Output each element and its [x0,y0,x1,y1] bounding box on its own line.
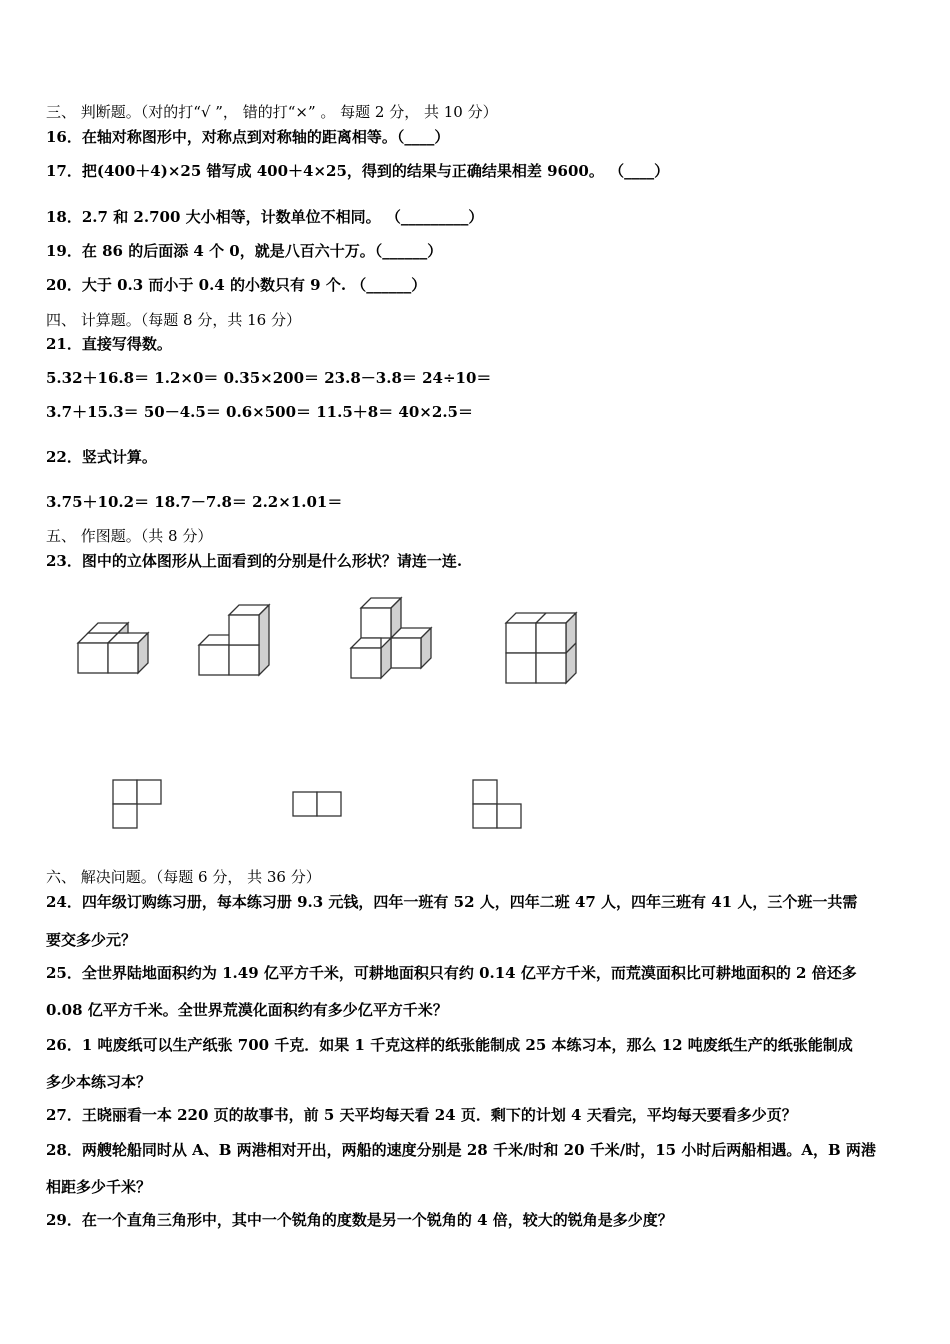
question-22-row: 3.75＋10.2＝ 18.7－7.8＝ 2.2×1.01＝ [46,493,343,511]
solid-figure-1 [78,623,148,673]
question-25-line-2: 0.08 亿平方千米。全世界荒漠化面积约有多少亿平方千米？ [46,1001,448,1019]
section6-heading: 六、 解决问题。（每题 6 分， 共 36 分） [46,868,321,886]
question-29: 29．在一个直角三角形中，其中一个锐角的度数是另一个锐角的 4 倍，较大的锐角是多少度？ [46,1211,673,1229]
question-21-row-1: 5.32＋16.8＝ 1.2×0＝ 0.35×200＝ 23.8－3.8＝ 24÷10＝ [46,369,492,387]
section4-heading: 四、 计算题。（每题 8 分，共 16 分） [46,311,301,329]
section5-heading: 五、 作图题。（共 8 分） [46,527,213,545]
top-view-shape-2 [293,792,341,816]
top-view-shape-3 [473,780,521,828]
question-28-line-1: 28．两艘轮船同时从 A、B 两港相对开出，两船的速度分别是 28 千米/时和 20 千米/时，15 小时后两船相遇。A，B 两港 [46,1141,876,1159]
question-26-line-1: 26．1 吨废纸可以生产纸张 700 千克．如果 1 千克这样的纸张能制成 25 本练习本，那么 12 吨废纸生产的纸张能制成 [46,1036,853,1054]
question-26-line-2: 多少本练习本？ [46,1073,152,1091]
question-27: 27．王晓丽看一本 220 页的故事书，前 5 天平均每天看 24 页．剩下的计划 4 天看完，平均每天要看多少页？ [46,1106,797,1124]
solid-figure-3 [351,598,431,678]
question-21-row-2: 3.7＋15.3＝ 50－4.5＝ 0.6×500＝ 11.5＋8＝ 40×2.5＝ [46,403,473,421]
section3-heading: 三、 判断题。（对的打“√ ”， 错的打“×” 。 每题 2 分， 共 10 分） [46,103,498,121]
question-19: 19．在 86 的后面添 4 个 0，就是八百六十万。（______） [46,242,443,260]
top-view-shape-1 [113,780,161,828]
question-23: 23．图中的立体图形从上面看到的分别是什么形状？请连一连. [46,552,463,570]
solid-figure-2 [199,605,269,675]
question-24-line-2: 要交多少元？ [46,931,137,949]
question-28-line-2: 相距多少千米？ [46,1178,152,1196]
question-21: 21．直接写得数。 [46,335,172,353]
question-17: 17．把(400＋4)×25 错写成 400＋4×25，得到的结果与正确结果相差 9600。 （____） [46,162,670,180]
question-18: 18．2.7 和 2.700 大小相等，计数单位不相同。 （_________） [46,208,484,226]
question-22: 22．竖式计算。 [46,448,157,466]
solid-figure-4 [506,613,576,683]
question-20: 20．大于 0.3 而小于 0.4 的小数只有 9 个. （______） [46,276,427,294]
question-24-line-1: 24．四年级订购练习册，每本练习册 9.3 元钱，四年一班有 52 人，四年二班 47 人，四年三班有 41 人，三个班一共需 [46,893,858,911]
question-25-line-1: 25．全世界陆地面积约为 1.49 亿平方千米，可耕地面积只有约 0.14 亿平方千米，而荒漠面积比可耕地面积的 2 倍还多 [46,964,857,982]
question-16: 16．在轴对称图形中，对称点到对称轴的距离相等。（____） [46,128,450,146]
